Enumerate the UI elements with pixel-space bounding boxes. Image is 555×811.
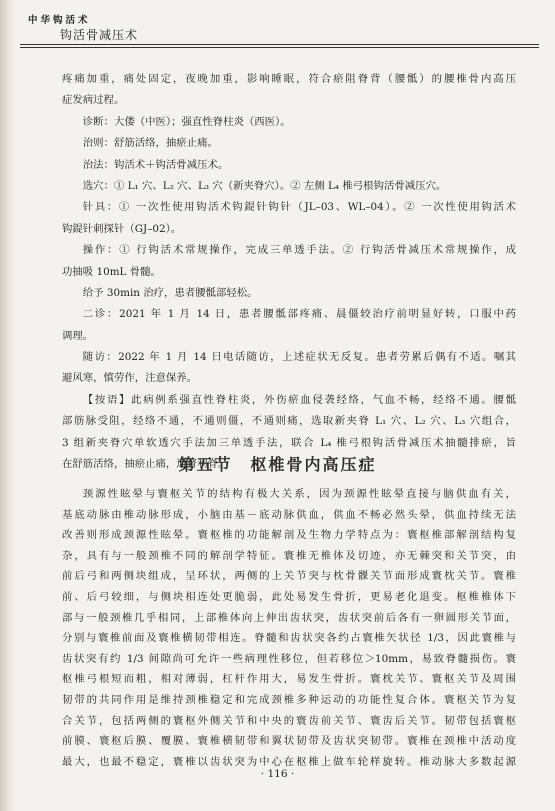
section-body-text [62, 484, 516, 772]
paragraph-line: 部与一般颈椎几乎相同，上部椎体向上伸出齿状突，齿状突前后各有一卵圆形关节面， [62, 611, 516, 624]
paragraph-line: 枢椎弓根短而粗，相对薄弱，杠杆作用大，易发生骨折。寰枕关节、寰枢关节及周围 [62, 673, 516, 686]
paragraph-line: 疼痛加重，痛处固定，夜晚加重，影响睡眠，符合瘀阻脊背（腰骶）的腰椎骨内高压 [62, 73, 516, 85]
running-header-series: 中华钩活术 [28, 15, 91, 26]
paragraph-line: 前、后弓较细，与侧块相连处更脆弱，此处易发生骨折，更易老化退变。枢椎椎体下 [62, 590, 516, 603]
paragraph-line: 基底动脉由椎动脉形成，小脑由基－底动脉供血，供血不畅必然头晕，供血持续无法 [62, 508, 516, 521]
paragraph-line: 杂，具有与一般颈椎不同的解剖学特征。寰椎无椎体及切迹，亦无棘突和关节突，由 [62, 549, 516, 562]
paragraph-line: 前后弓和两侧块组成，呈环状，两侧的上关节突与枕骨髁关节面形成寰枕关节。寰椎 [62, 570, 516, 583]
second-visit-line: 调理。 [62, 329, 94, 342]
second-visit-line: 二诊：2021 年 1 月 14 日，患者腰骶部疼痛、晨僵较治疗前明显好转，口服中药 [82, 308, 516, 321]
paragraph-line: 韧带的共同作用是维持颈椎稳定和完成颈椎多种运动的功能性复合体。寰枢关节为复 [62, 693, 516, 706]
method-line: 治法：钩活术＋钩活骨减压术。 [82, 158, 229, 171]
page-binding-shadow [0, 0, 16, 811]
operation-line: 操作：① 行钩活术常规操作，完成三单透手法。② 行钩活骨减压术常规操作，成 [82, 244, 516, 257]
section-heading: 第五节 枢椎骨内高压症 [178, 455, 377, 474]
paragraph-line: 齿状突有约 1/3 间隙尚可允许一些病理性移位，但若移位＞10mm，易致脊髓损伤。寰 [62, 652, 516, 665]
diagnosis-line: 诊断：大偻（中医）；强直性脊柱炎（西医）。 [82, 115, 291, 128]
treatment-line: 给予 30min 治疗，患者腰骶部轻松。 [82, 286, 258, 299]
paragraph-line: 最大，也最不稳定，寰椎以齿状突为中心在枢椎上做车轮样旋转。椎动脉大多数起源 [62, 755, 516, 768]
follow-up-line: 随访：2022 年 1 月 14 日电话随访，上述症状无反复。患者劳累后偶有不适。嘱其 [82, 351, 516, 364]
needle-line: 针具：① 一次性使用钩活术钩鍉针钩针（JL–03、WL–04）。② 一次性使用钩活术 [82, 201, 516, 214]
acupoint-line: 选穴：① L₁ 穴、L₂ 穴、L₃ 穴（新夹脊穴）。② 左侧 L₄ 椎弓根钩活骨减压穴。 [82, 179, 447, 192]
paragraph-line: 前膜、寰枢后膜、覆膜、寰椎横韧带和翼状韧带及齿状突韧带。寰椎在颈椎中活动度 [62, 735, 516, 748]
paragraph-line: 合关节，包括两侧的寰枢外侧关节和中央的寰齿前关节、寰齿后关节。韧带包括寰枢 [62, 714, 516, 727]
page-number: · 116 · [260, 768, 295, 780]
case-report-text [62, 69, 516, 475]
header-rule-top [20, 44, 539, 45]
paragraph-line: 颈源性眩晕与寰枢关节的结构有极大关系，因为颈源性眩晕直接与脑供血有关， [82, 488, 516, 500]
paragraph-line: 改善则形成颈源性眩晕。寰枢椎的功能解剖及生物力学特点为：寰枢椎部解剖结构复 [62, 529, 516, 542]
paragraph-line: 症发病过程。 [62, 94, 125, 107]
follow-up-line: 避风寒，慎劳作，注意保养。 [62, 372, 198, 385]
commentary-line: 部筋脉受阻，经络不通，不通则僵，不通则痛，选取新夹脊 L₁ 穴、L₂ 穴、L₃ 穴组合， [62, 415, 516, 428]
commentary-line: 【按语】此病例系强直性脊柱炎，外伤瘀血侵袭经络，气血不畅，经络不通。腰骶 [82, 393, 516, 406]
commentary-line: 在舒筋活络，抽瘀止痛，通督利脊。 [62, 458, 229, 471]
running-header-title: 钩活骨减压术 [60, 28, 139, 42]
header-rule-bottom [20, 47, 539, 48]
needle-line: 钩鍉针刺探针（GJ–02）。 [62, 222, 182, 235]
commentary-line: 3 组新夹脊穴单软透穴手法加三单透手法，联合 L₄ 椎弓根钩活骨减压术抽髓排瘀，旨 [62, 436, 516, 449]
principle-line: 治则：舒筋活络，抽瘀止痛。 [82, 137, 218, 150]
operation-line: 功抽吸 10mL 骨髓。 [62, 265, 161, 278]
paragraph-line: 分别与寰椎前面及寰椎横韧带相连。脊髓和齿状突各约占寰椎矢状径 1/3，因此寰椎与 [62, 632, 516, 645]
